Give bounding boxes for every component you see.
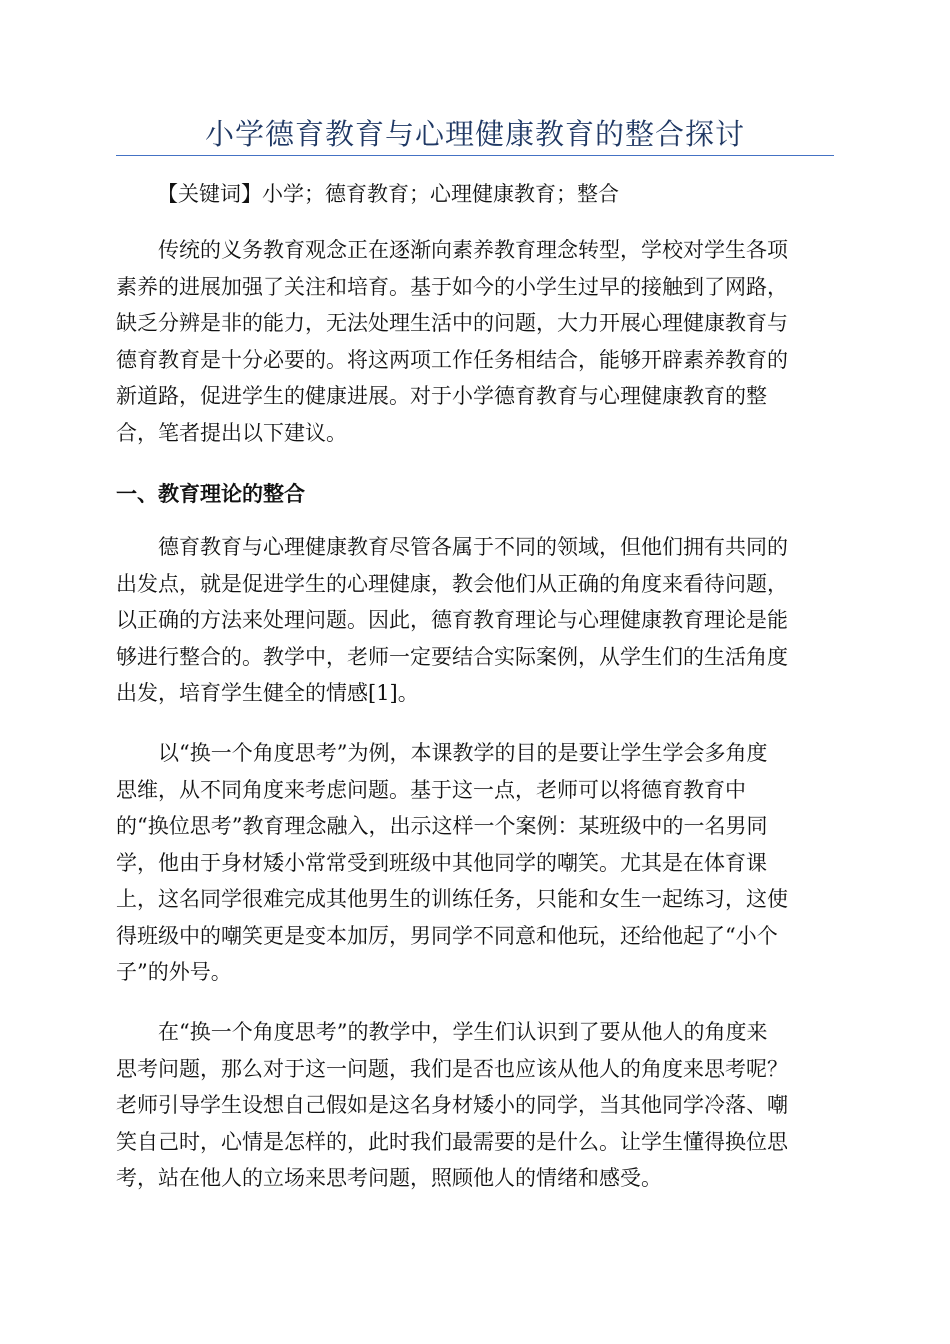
paragraph-line: 德育教育是十分必要的。将这两项工作任务相结合，能够开辟素养教育的 (116, 347, 788, 372)
paragraph-line: 得班级中的嘲笑更是变本加厉，男同学不同意和他玩，还给他起了“小个 (116, 923, 778, 948)
paragraph-line: 传统的义务教育观念正在逐渐向素养教育理念转型，学校对学生各项 (158, 238, 788, 262)
paragraph-line: 以正确的方法来处理问题。因此，德育教育理论与心理健康教育理论是能 (116, 608, 788, 632)
keywords-line: 【关键词】小学；德育教育；心理健康教育；整合 (157, 182, 619, 206)
paragraph-line: 学，他由于身材矮小常常受到班级中其他同学的嘲笑。尤其是在体育课 (116, 850, 767, 875)
paragraph-line: 的“换位思考”教育理念融入，出示这样一个案例：某班级中的一名男同 (116, 814, 768, 838)
paragraph-line: 新道路，促进学生的健康进展。对于小学德育教育与心理健康教育的整 (116, 384, 767, 408)
paragraph-line: 老师引导学生设想自己假如是这名身材矮小的同学，当其他同学冷落、嘲 (116, 1093, 788, 1117)
section1-paragraph-2 (116, 735, 834, 991)
paragraph-line: 素养的进展加强了关注和培育。基于如今的小学生过早的接触到了网路， (116, 274, 788, 299)
paragraph-line: 德育教育与心理健康教育尽管各属于不同的领域，但他们拥有共同的 (158, 535, 788, 559)
paragraph-line: 在“换一个角度思考”的教学中，学生们认识到了要从他人的角度来 (158, 1020, 768, 1044)
paragraph-line: 考，站在他人的立场来思考问题，照顾他人的情绪和感受。 (116, 1166, 662, 1190)
intro-paragraph (116, 232, 834, 451)
paragraph-line: 笑自己时，心情是怎样的，此时我们最需要的是什么。让学生懂得换位思 (116, 1129, 788, 1154)
section-heading: 一、教育理论的整合 (116, 482, 305, 506)
paragraph-line: 以“换一个角度思考”为例，本课教学的目的是要让学生学会多角度 (158, 741, 768, 765)
paragraph-line: 出发，培育学生健全的情感[1]。 (116, 681, 419, 705)
paragraph-line: 出发点，就是促进学生的心理健康，教会他们从正确的角度来看待问题， (116, 571, 788, 596)
paragraph-line: 缺乏分辨是非的能力，无法处理生活中的问题，大力开展心理健康教育与 (116, 311, 788, 335)
paragraph-line: 子”的外号。 (116, 960, 232, 984)
title-underline (116, 155, 834, 156)
section1-paragraph-3 (116, 1014, 834, 1197)
document-title: 小学德育教育与心理健康教育的整合探讨 (204, 117, 745, 151)
paragraph-line: 思维，从不同角度来考虑问题。基于这一点，老师可以将德育教育中 (116, 777, 746, 802)
paragraph-line: 上，这名同学很难完成其他男生的训练任务，只能和女生一起练习，这使 (116, 887, 788, 911)
section1-paragraph-1 (116, 529, 834, 712)
paragraph-line: 够进行整合的。教学中，老师一定要结合实际案例，从学生们的生活角度 (116, 644, 788, 669)
paragraph-line: 合，笔者提出以下建议。 (116, 420, 347, 445)
paragraph-line: 思考问题，那么对于这一问题，我们是否也应该从他人的角度来思考呢？ (116, 1056, 788, 1081)
